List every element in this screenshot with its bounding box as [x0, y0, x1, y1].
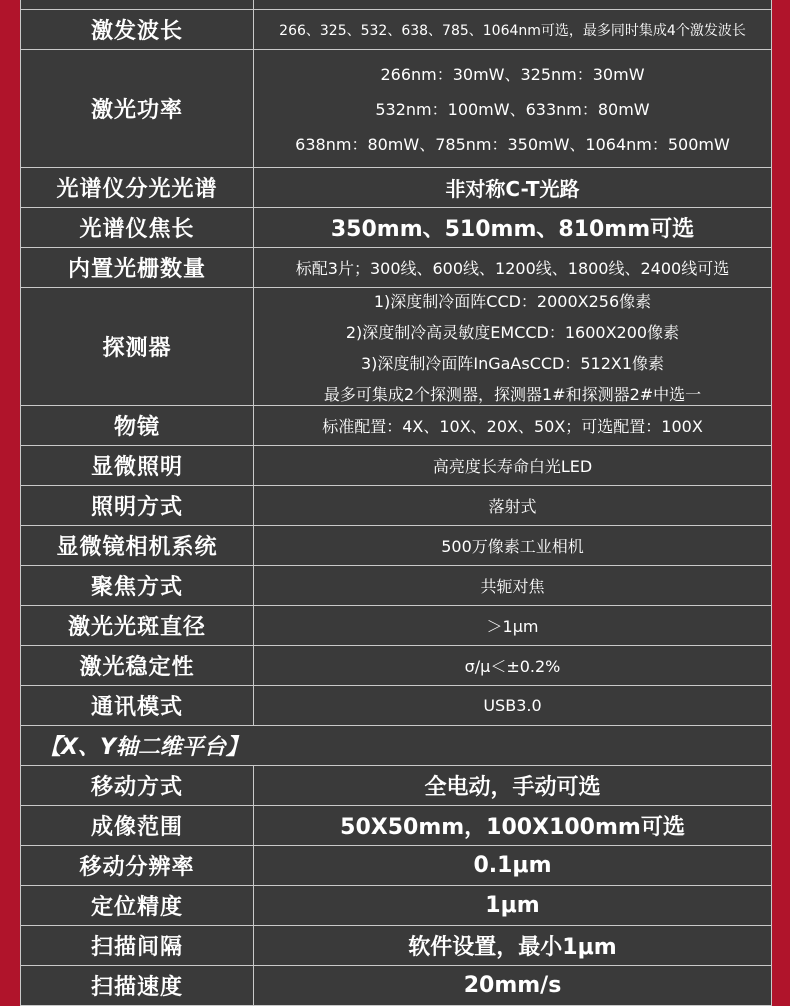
- spec-row: [21, 686, 771, 726]
- spec-row: [21, 966, 771, 1006]
- spec-label: 激光光斑直径: [21, 606, 254, 645]
- spec-row: [21, 248, 771, 288]
- spec-row: [21, 806, 771, 846]
- spec-value-line: 高亮度长寿命白光LED: [432, 457, 593, 476]
- spec-row: [21, 926, 771, 966]
- spec-label: 移动方式: [21, 766, 254, 805]
- spec-value-line: 软件设置，最小1μm: [408, 935, 617, 960]
- spec-row: [21, 50, 771, 168]
- spec-row: [21, 0, 771, 10]
- spec-label: 显微照明: [21, 446, 254, 485]
- spec-value-line: 350mm、510mm、810mm可选: [330, 217, 695, 242]
- spec-value: [254, 686, 771, 725]
- spec-label: 通讯模式: [21, 686, 254, 725]
- spec-value: [254, 168, 771, 207]
- spec-value: [254, 50, 771, 167]
- spec-value-line: 0.1μm: [473, 853, 552, 878]
- spec-row: [21, 288, 771, 406]
- spec-value-line: 最多可集成2个探测器，探测器1#和探测器2#中选一: [323, 384, 702, 404]
- spec-value-line: 标配3片；300线、600线、1200线、1800线、2400线可选: [295, 259, 730, 278]
- spec-row: [21, 446, 771, 486]
- spec-value-line: 532nm：100mW、633nm：80mW: [375, 100, 650, 119]
- spec-value-line: 标准配置：4X、10X、20X、50X；可选配置：100X: [322, 417, 703, 436]
- spec-label: 显微镜相机系统: [21, 526, 254, 565]
- spec-value: [254, 446, 771, 485]
- spec-value-line: 266nm：30mW、325nm：30mW: [380, 65, 645, 84]
- spec-value-line: 全电动，手动可选: [424, 775, 601, 800]
- spec-value: [254, 966, 771, 1005]
- spec-value-line: 落射式: [488, 497, 537, 516]
- spec-row: [21, 646, 771, 686]
- spec-value-line: 1μm: [485, 893, 540, 918]
- spec-row: [21, 168, 771, 208]
- spec-label: 成像范围: [21, 806, 254, 845]
- spec-value: [254, 208, 771, 247]
- spec-value-line: USB3.0: [483, 696, 542, 715]
- spec-value: [254, 766, 771, 805]
- spec-value-line: 2)深度制冷高灵敏度EMCCD：1600X200像素: [345, 322, 680, 342]
- spec-row: [21, 10, 771, 50]
- spec-value-line: 500万像素工业相机: [441, 537, 584, 556]
- spec-label: 扫描速度: [21, 966, 254, 1005]
- spec-label: 物镜: [21, 406, 254, 445]
- spec-row: [21, 486, 771, 526]
- spec-value-line: σ/μ＜±0.2%: [464, 657, 561, 676]
- spec-label: 照明方式: [21, 486, 254, 525]
- spec-value: [254, 846, 771, 885]
- spec-row: [21, 526, 771, 566]
- spec-rows-top: [21, 0, 771, 726]
- spec-label: 聚焦方式: [21, 566, 254, 605]
- spec-label: 探测器: [21, 288, 254, 405]
- spec-table: [20, 0, 772, 1006]
- spec-label: 光谱仪焦长: [21, 208, 254, 247]
- spec-value: [254, 248, 771, 287]
- section-title-xy-stage: 【X、Y轴二维平台】: [21, 726, 771, 766]
- spec-value: [254, 566, 771, 605]
- spec-label: 激光稳定性: [21, 646, 254, 685]
- spec-value: [254, 406, 771, 445]
- spec-value: [254, 10, 771, 49]
- spec-value-line: 非对称C-T光路: [445, 177, 580, 201]
- spec-row: [21, 886, 771, 926]
- spec-value-line: 266、325、532、638、785、1064nm可选，最多同时集成4个激发波长: [279, 22, 746, 39]
- spec-value-line: 638nm：80mW、785nm：350mW、1064nm：500mW: [295, 135, 730, 154]
- spec-value: [254, 606, 771, 645]
- spec-label: 移动分辨率: [21, 846, 254, 885]
- spec-label: 激发波长: [21, 10, 254, 49]
- spec-value-line: 20mm/s: [463, 973, 562, 998]
- spec-value: [254, 926, 771, 965]
- spec-row: [21, 208, 771, 248]
- spec-label: 定位精度: [21, 886, 254, 925]
- spec-label: [21, 0, 254, 9]
- spec-value: [254, 288, 771, 405]
- spec-value-line: 50X50mm，100X100mm可选: [340, 815, 685, 840]
- spec-value-line: ＞1μm: [486, 617, 539, 636]
- spec-label: 激光功率: [21, 50, 254, 167]
- spec-value: [254, 0, 771, 9]
- spec-value: [254, 526, 771, 565]
- spec-label: 光谱仪分光光谱: [21, 168, 254, 207]
- spec-row: [21, 606, 771, 646]
- spec-value: [254, 486, 771, 525]
- spec-value: [254, 806, 771, 845]
- spec-value-line: 3)深度制冷面阵InGaAsCCD：512X1像素: [360, 353, 665, 373]
- spec-value-line: 1)深度制冷面阵CCD：2000X256像素: [373, 291, 652, 311]
- spec-value: [254, 886, 771, 925]
- spec-row: [21, 406, 771, 446]
- spec-rows-bottom: [21, 766, 771, 1006]
- spec-value: [254, 646, 771, 685]
- spec-label: 内置光栅数量: [21, 248, 254, 287]
- spec-row: [21, 566, 771, 606]
- spec-value-line: 共轭对焦: [480, 577, 545, 596]
- spec-row: [21, 766, 771, 806]
- spec-row: [21, 846, 771, 886]
- spec-label: 扫描间隔: [21, 926, 254, 965]
